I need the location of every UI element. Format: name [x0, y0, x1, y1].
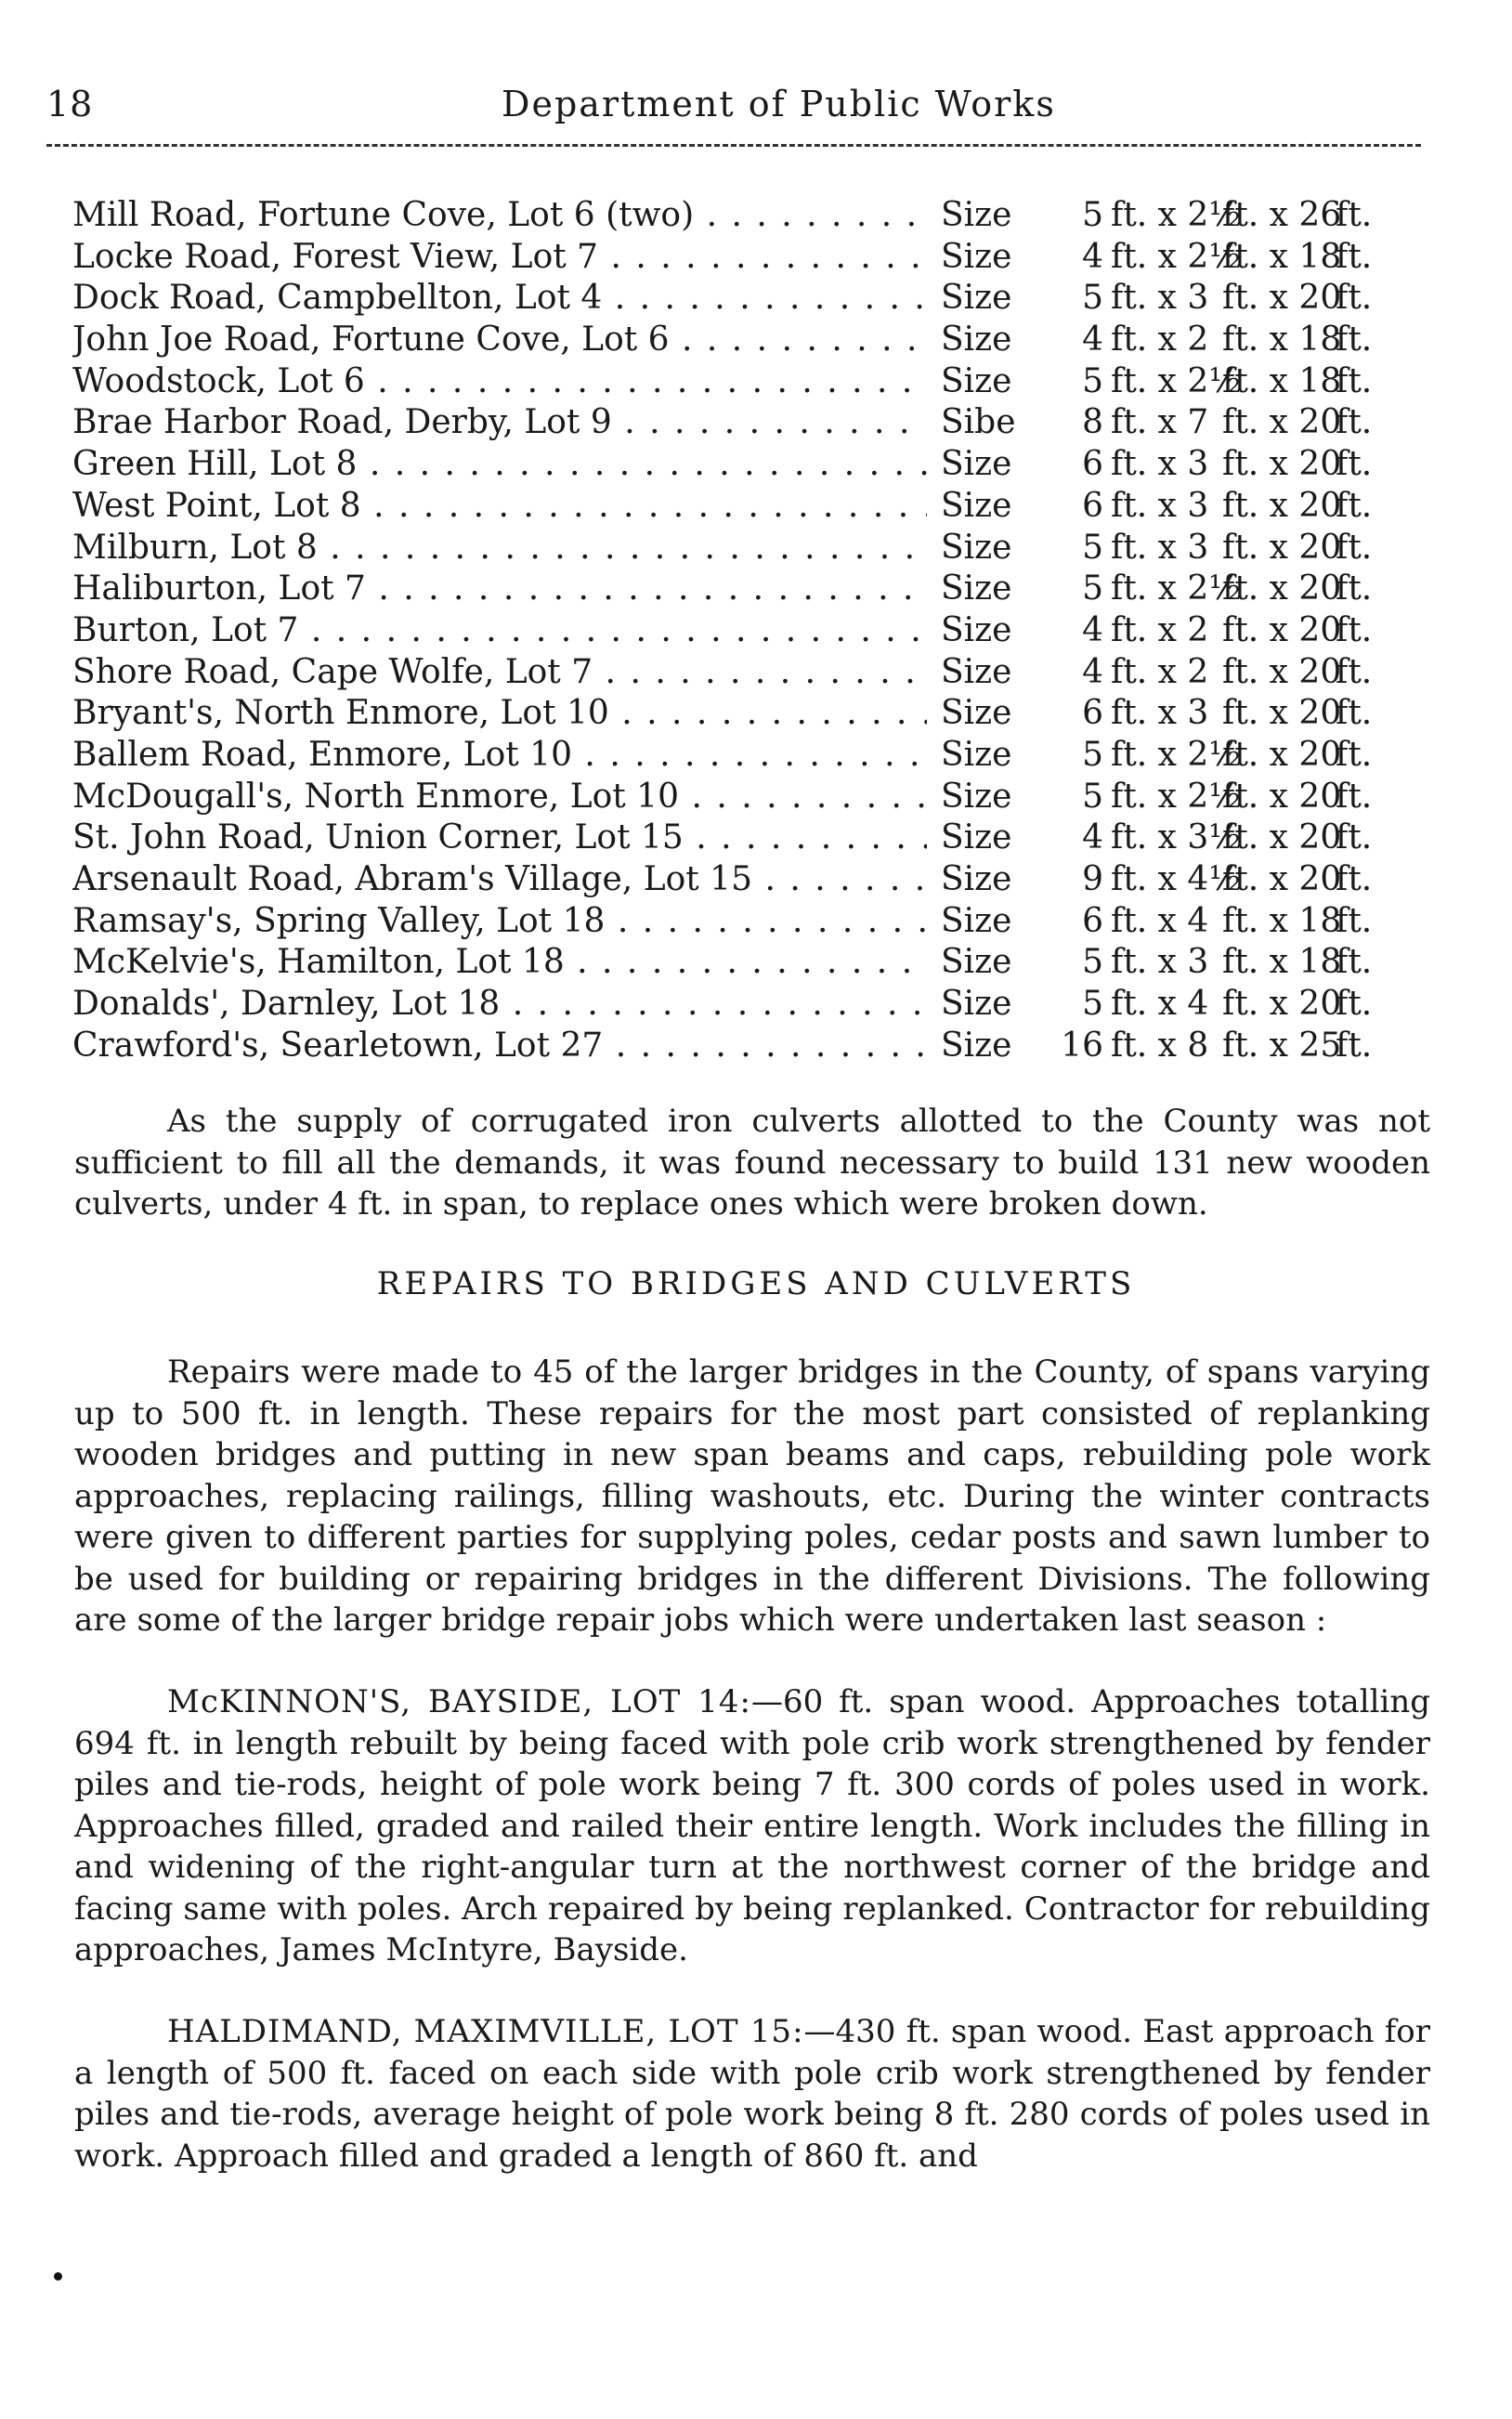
- size-label: Size: [941, 196, 1012, 234]
- culvert-row: [72, 735, 1466, 777]
- dimension-a: 4: [1082, 610, 1103, 649]
- size-label: Size: [941, 943, 1012, 982]
- dimension-a: 5: [1082, 279, 1103, 318]
- culvert-row: [72, 610, 1466, 652]
- size-label: Size: [941, 860, 1012, 898]
- culvert-row: [72, 1026, 1466, 1067]
- dimension-unit: ft.: [1336, 735, 1373, 774]
- dimension-c: ft. x 20: [1222, 279, 1342, 318]
- culvert-row: [72, 984, 1466, 1026]
- dimension-b: ft. x 7: [1111, 403, 1209, 442]
- dimension-unit: ft.: [1336, 777, 1373, 816]
- dimension-a: 4: [1082, 237, 1103, 276]
- dimension-unit: ft.: [1336, 320, 1373, 360]
- size-label: Size: [941, 486, 1012, 525]
- culvert-row: [72, 817, 1466, 859]
- dimension-b: ft. x 2½: [1111, 569, 1242, 608]
- dimension-b: ft. x 3: [1111, 279, 1209, 318]
- supply-paragraph: [74, 1101, 1430, 1225]
- dimension-unit: ft.: [1336, 403, 1373, 442]
- dimension-b: ft. x 2½: [1111, 196, 1242, 234]
- culvert-row: [72, 693, 1466, 735]
- culvert-row: [72, 486, 1466, 528]
- dimension-unit: ft.: [1336, 901, 1373, 940]
- size-label: Size: [941, 1026, 1012, 1065]
- dimension-c: ft. x 20: [1222, 569, 1342, 608]
- culvert-row: [72, 528, 1466, 569]
- culvert-location: McKelvie's, Hamilton, Lot 18 . . .: [72, 942, 927, 984]
- dimension-c: ft. x 20: [1222, 528, 1342, 567]
- culvert-row: [72, 402, 1466, 444]
- repairs-text: Repairs were made to 45 of the larger bridges in the County, of spans varying up to 500 ft. in length. These repairs for the most part consisted of replanking wooden bridges and putting in new span beams and caps, rebuilding pole work approaches, replacing railings, filling washouts, etc. During the winter contracts were given to different parties for supplying poles, cedar posts and sawn lumber to be used for building or repairing bridges in the different Divisions. The following are some of the larger bridge repair jobs which were undertaken last season :: [74, 1353, 1430, 1639]
- dimension-a: 4: [1082, 818, 1103, 857]
- dimension-b: ft. x 3: [1111, 486, 1209, 525]
- size-label: Size: [941, 320, 1012, 360]
- page-header: [46, 84, 1421, 136]
- dimension-unit: ft.: [1336, 985, 1373, 1024]
- culvert-list: [72, 195, 1466, 1066]
- dimension-c: ft. x 20: [1222, 860, 1342, 898]
- culvert-location: Mill Road, Fortune Cove, Lot 6 (two) . . .: [72, 195, 927, 237]
- culvert-location: Milburn, Lot 8 . . .: [72, 528, 927, 569]
- dimension-a: 4: [1082, 652, 1103, 691]
- size-label: Size: [941, 652, 1012, 691]
- culvert-row: [72, 777, 1466, 818]
- culvert-row: [72, 444, 1466, 486]
- dimension-b: ft. x 2: [1111, 652, 1209, 691]
- size-label: Sibe: [941, 403, 1016, 442]
- culvert-location: Arsenault Road, Abram's Village, Lot 15 . . .: [72, 859, 927, 901]
- dimension-unit: ft.: [1336, 528, 1373, 567]
- size-label: Size: [941, 901, 1012, 940]
- culvert-row: [72, 942, 1466, 984]
- dimension-unit: ft.: [1336, 237, 1373, 276]
- dimension-b: ft. x 4: [1111, 985, 1209, 1024]
- culvert-location: John Joe Road, Fortune Cove, Lot 6 . . .: [72, 320, 927, 361]
- dimension-unit: ft.: [1336, 196, 1373, 234]
- dimension-c: ft. x 20: [1222, 694, 1342, 733]
- culvert-location: Haliburton, Lot 7 . . .: [72, 569, 927, 610]
- dimension-b: ft. x 2½: [1111, 735, 1242, 774]
- culvert-location: Bryant's, North Enmore, Lot 10 . . .: [72, 693, 927, 735]
- page-number: 18: [46, 84, 94, 124]
- dimension-a: 8: [1082, 403, 1103, 442]
- culvert-location: McDougall's, North Enmore, Lot 10 . . .: [72, 777, 927, 818]
- culvert-location: Brae Harbor Road, Derby, Lot 9 . . .: [72, 402, 927, 444]
- culvert-location: Green Hill, Lot 8 . . .: [72, 444, 927, 486]
- dimension-a: 5: [1082, 777, 1103, 816]
- dimension-b: ft. x 2½: [1111, 777, 1242, 816]
- dimension-c: ft. x 20: [1222, 652, 1342, 691]
- size-label: Size: [941, 818, 1012, 857]
- mckinnon-text: —60 ft. span wood. Approaches totalling 694 ft. in length rebuilt by being faced with pole crib work strengthened by fender piles and tie-rods, height of pole work being 7 ft. 300 cords of poles used in work. Approaches filled, graded and railed their entire length. Work includes the filling in and widening of the right-angular turn at the northwest corner of the bridge and facing same with poles. Arch repaired by being replanked. Contractor for rebuilding approaches, James McIntyre, Bayside.: [74, 1683, 1430, 1968]
- culvert-row: [72, 569, 1466, 610]
- haldimand-paragraph: [74, 2011, 1430, 2177]
- dimension-unit: ft.: [1336, 569, 1373, 608]
- dimension-b: ft. x 2: [1111, 320, 1209, 360]
- supply-text: As the supply of corrugated iron culverts allotted to the County was not sufficient to fill all the demands, it was found necessary to build 131 new wooden culverts, under 4 ft. in span, to replace ones which were broken down.: [74, 1103, 1430, 1223]
- culvert-location: Burton, Lot 7 . . .: [72, 610, 927, 652]
- dimension-c: ft. x 18: [1222, 361, 1342, 400]
- dimension-unit: ft.: [1336, 610, 1373, 649]
- dimension-unit: ft.: [1336, 486, 1373, 525]
- dimension-b: ft. x 3: [1111, 943, 1209, 982]
- culvert-location: St. John Road, Union Corner, Lot 15 . . .: [72, 817, 927, 859]
- culvert-location: West Point, Lot 8 . . .: [72, 486, 927, 528]
- culvert-location: Locke Road, Forest View, Lot 7 . . .: [72, 237, 927, 279]
- culvert-location: Donalds', Darnley, Lot 18 . . .: [72, 984, 927, 1026]
- dimension-b: ft. x 4: [1111, 901, 1209, 940]
- culvert-row: [72, 901, 1466, 943]
- dimension-a: 5: [1082, 569, 1103, 608]
- dimension-b: ft. x 8: [1111, 1026, 1209, 1065]
- dimension-a: 6: [1082, 445, 1103, 484]
- haldimand-bridge-name: HALDIMAND, MAXIMVILLE, LOT 15:: [167, 2013, 804, 2050]
- dimension-unit: ft.: [1336, 361, 1373, 400]
- haldimand-text: —430 ft. span wood. East approach for a length of 500 ft. faced on each side with pole crib work strengthened by fender piles and tie-rods, average height of pole work being 8 ft. 280 cords of poles used in work. Approach filled and graded a length of 860 ft. and: [74, 2013, 1430, 2175]
- culvert-row: [72, 361, 1466, 403]
- repairs-paragraph: [74, 1352, 1430, 1641]
- dimension-c: ft. x 20: [1222, 985, 1342, 1024]
- dimension-b: ft. x 3½: [1111, 818, 1242, 857]
- dimension-unit: ft.: [1336, 694, 1373, 733]
- culvert-location: Ballem Road, Enmore, Lot 10 . . .: [72, 735, 927, 777]
- dimension-b: ft. x 4½: [1111, 860, 1242, 898]
- dimension-unit: ft.: [1336, 445, 1373, 484]
- mckinnon-bridge-name: McKINNON'S, BAYSIDE, LOT 14:: [167, 1683, 751, 1720]
- dimension-a: 9: [1082, 860, 1103, 898]
- dimension-a: 16: [1061, 1026, 1103, 1065]
- dimension-c: ft. x 20: [1222, 610, 1342, 649]
- dimension-b: ft. x 3: [1111, 445, 1209, 484]
- dimension-a: 6: [1082, 901, 1103, 940]
- culvert-location: Woodstock, Lot 6 . . .: [72, 361, 927, 403]
- dimension-a: 5: [1082, 196, 1103, 234]
- dimension-a: 6: [1082, 694, 1103, 733]
- dimension-unit: ft.: [1336, 652, 1373, 691]
- size-label: Size: [941, 237, 1012, 276]
- dimension-c: ft. x 18: [1222, 901, 1342, 940]
- dimension-c: ft. x 20: [1222, 735, 1342, 774]
- running-head: Department of Public Works: [502, 84, 1056, 124]
- dimension-a: 5: [1082, 735, 1103, 774]
- dimension-a: 6: [1082, 486, 1103, 525]
- dimension-b: ft. x 3: [1111, 528, 1209, 567]
- size-label: Size: [941, 569, 1012, 608]
- dimension-c: ft. x 20: [1222, 777, 1342, 816]
- dimension-a: 5: [1082, 943, 1103, 982]
- size-label: Size: [941, 694, 1012, 733]
- dimension-b: ft. x 2½: [1111, 361, 1242, 400]
- culvert-location: Dock Road, Campbellton, Lot 4 . . .: [72, 278, 927, 320]
- dimension-c: ft. x 18: [1222, 237, 1342, 276]
- dimension-b: ft. x 3: [1111, 694, 1209, 733]
- dimension-unit: ft.: [1336, 818, 1373, 857]
- header-rule: [46, 144, 1421, 147]
- dimension-a: 5: [1082, 528, 1103, 567]
- section-heading: REPAIRS TO BRIDGES AND CULVERTS: [376, 1265, 1136, 1302]
- dimension-b: ft. x 2½: [1111, 237, 1242, 276]
- size-label: Size: [941, 279, 1012, 318]
- size-label: Size: [941, 777, 1012, 816]
- dimension-a: 5: [1082, 361, 1103, 400]
- culvert-location: Shore Road, Cape Wolfe, Lot 7 . . .: [72, 652, 927, 694]
- margin-dot: [54, 2272, 62, 2281]
- culvert-location: Crawford's, Searletown, Lot 27 . . .: [72, 1026, 927, 1067]
- dimension-c: ft. x 18: [1222, 943, 1342, 982]
- size-label: Size: [941, 610, 1012, 649]
- culvert-row: [72, 237, 1466, 279]
- dimension-c: ft. x 20: [1222, 445, 1342, 484]
- dimension-b: ft. x 2: [1111, 610, 1209, 649]
- culvert-row: [72, 859, 1466, 901]
- size-label: Size: [941, 361, 1012, 400]
- culvert-row: [72, 320, 1466, 361]
- dimension-c: ft. x 18: [1222, 320, 1342, 360]
- size-label: Size: [941, 445, 1012, 484]
- dimension-a: 5: [1082, 985, 1103, 1024]
- size-label: Size: [941, 985, 1012, 1024]
- culvert-row: [72, 652, 1466, 694]
- dimension-c: ft. x 20: [1222, 403, 1342, 442]
- size-label: Size: [941, 735, 1012, 774]
- dimension-unit: ft.: [1336, 1026, 1373, 1065]
- culvert-row: [72, 278, 1466, 320]
- dimension-unit: ft.: [1336, 860, 1373, 898]
- dimension-c: ft. x 25: [1222, 1026, 1342, 1065]
- dimension-c: ft. x 20: [1222, 486, 1342, 525]
- dimension-c: ft. x 20: [1222, 818, 1342, 857]
- culvert-location: Ramsay's, Spring Valley, Lot 18 . . .: [72, 901, 927, 943]
- dimension-c: ft. x 26: [1222, 196, 1342, 234]
- dimension-unit: ft.: [1336, 943, 1373, 982]
- size-label: Size: [941, 528, 1012, 567]
- culvert-row: [72, 195, 1466, 237]
- dimension-a: 4: [1082, 320, 1103, 360]
- dimension-unit: ft.: [1336, 279, 1373, 318]
- mckinnon-paragraph: [74, 1681, 1430, 1971]
